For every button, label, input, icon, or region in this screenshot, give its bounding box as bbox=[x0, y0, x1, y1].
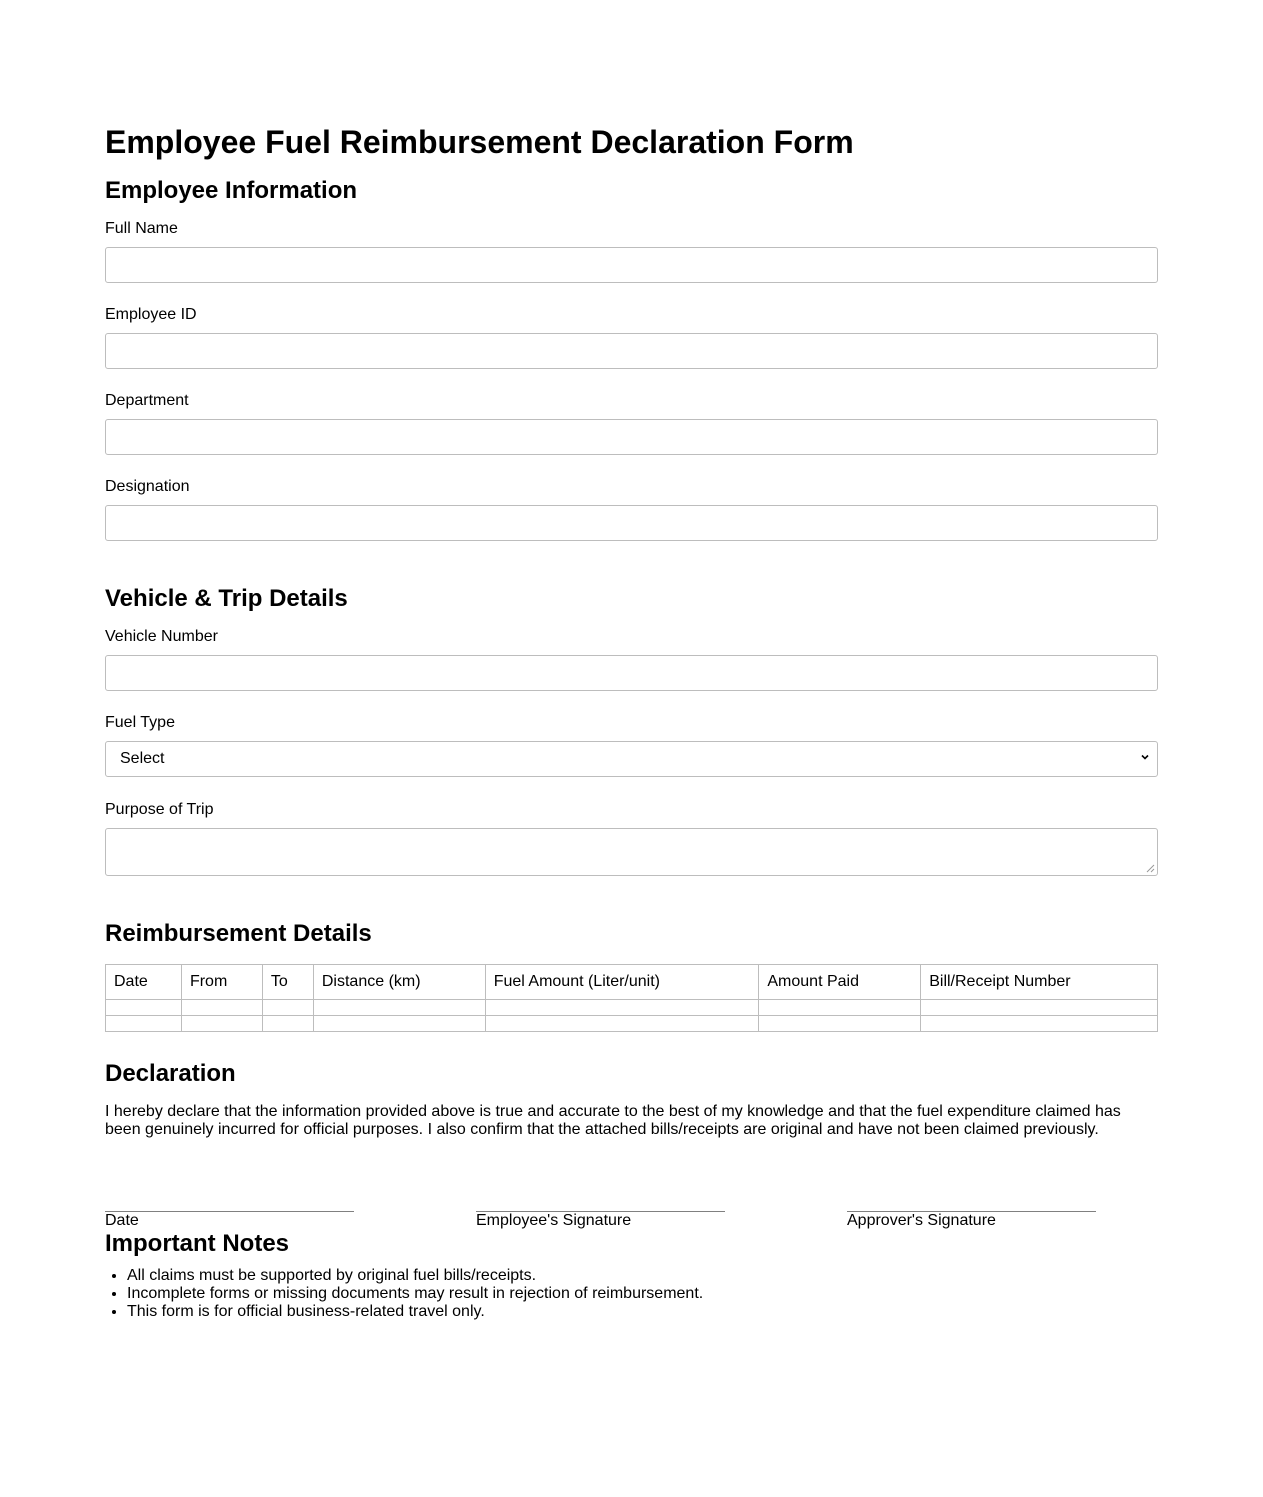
date-signature-label: Date bbox=[105, 1212, 139, 1229]
resize-grip-icon[interactable] bbox=[1146, 864, 1155, 873]
date-signature-block bbox=[105, 1211, 354, 1230]
table-cell[interactable] bbox=[262, 1000, 313, 1016]
purpose-label: Purpose of Trip bbox=[105, 801, 214, 818]
fuel-type-selected-value: Select bbox=[120, 750, 165, 767]
declaration-section bbox=[105, 1059, 1158, 1139]
table-header-row bbox=[106, 965, 1158, 1000]
employee-signature-block bbox=[476, 1211, 725, 1230]
column-header-amount-paid: Amount Paid bbox=[759, 965, 921, 1000]
table-cell[interactable] bbox=[485, 1000, 759, 1016]
designation-label: Designation bbox=[105, 478, 190, 495]
column-header-to: To bbox=[262, 965, 313, 1000]
notes-list bbox=[105, 1267, 1158, 1320]
chevron-down-icon bbox=[1141, 753, 1149, 761]
department-input[interactable] bbox=[105, 419, 1158, 455]
section-heading-notes: Important Notes bbox=[105, 1230, 290, 1257]
employee-id-label: Employee ID bbox=[105, 306, 197, 323]
approver-signature-label: Approver's Signature bbox=[847, 1212, 996, 1229]
employee-info-section bbox=[105, 176, 1158, 541]
form-page bbox=[105, 120, 1158, 1320]
column-header-fuel-amount: Fuel Amount (Liter/unit) bbox=[485, 965, 759, 1000]
vehicle-number-input[interactable] bbox=[105, 655, 1158, 691]
list-item: • All claims must be supported by original fuel bills/receipts. bbox=[127, 1267, 1158, 1285]
employee-id-input[interactable] bbox=[105, 333, 1158, 369]
table-cell[interactable] bbox=[181, 1016, 262, 1032]
table-cell[interactable] bbox=[485, 1016, 759, 1032]
department-label: Department bbox=[105, 392, 189, 409]
reimbursement-table bbox=[105, 964, 1158, 1032]
table-cell[interactable] bbox=[262, 1016, 313, 1032]
approver-signature-block bbox=[847, 1211, 1096, 1230]
signature-row bbox=[105, 1211, 1158, 1245]
section-heading-vehicle: Vehicle & Trip Details bbox=[105, 585, 348, 612]
declaration-text: I hereby declare that the information provided above is true and accurate to the best of my knowledge and that the fuel expenditure claimed has been genuinely incurred for official purposes. I also confirm that the attached bills/receipts are original and have not been claimed previously. bbox=[105, 1103, 1121, 1138]
designation-input[interactable] bbox=[105, 505, 1158, 541]
section-heading-reimbursement: Reimbursement Details bbox=[105, 920, 372, 947]
column-header-from: From bbox=[181, 965, 262, 1000]
list-item: • This form is for official business-related travel only. bbox=[127, 1303, 1158, 1320]
table-row bbox=[106, 1016, 1158, 1032]
purpose-textarea[interactable] bbox=[105, 828, 1158, 876]
fuel-type-label: Fuel Type bbox=[105, 714, 175, 731]
table-cell[interactable] bbox=[106, 1000, 182, 1016]
table-row bbox=[106, 1000, 1158, 1016]
reimbursement-section bbox=[105, 919, 1158, 1032]
table-cell[interactable] bbox=[181, 1000, 262, 1016]
vehicle-number-label: Vehicle Number bbox=[105, 628, 218, 645]
full-name-input[interactable] bbox=[105, 247, 1158, 283]
notes-clip-area bbox=[105, 1267, 1158, 1320]
column-header-bill-number: Bill/Receipt Number bbox=[921, 965, 1158, 1000]
employee-signature-label: Employee's Signature bbox=[476, 1212, 632, 1229]
table-cell[interactable] bbox=[759, 1016, 921, 1032]
page-title: Employee Fuel Reimbursement Declaration Form bbox=[105, 124, 854, 160]
table-cell[interactable] bbox=[106, 1016, 182, 1032]
section-heading-declaration: Declaration bbox=[105, 1060, 236, 1087]
column-header-distance: Distance (km) bbox=[313, 965, 485, 1000]
column-header-date: Date bbox=[106, 965, 182, 1000]
section-heading-employee-info: Employee Information bbox=[105, 177, 358, 204]
table-cell[interactable] bbox=[921, 1000, 1158, 1016]
vehicle-section bbox=[105, 584, 1158, 876]
table-cell[interactable] bbox=[313, 1000, 485, 1016]
table-cell[interactable] bbox=[313, 1016, 485, 1032]
table-cell[interactable] bbox=[921, 1016, 1158, 1032]
full-name-label: Full Name bbox=[105, 220, 178, 237]
list-item: • Incomplete forms or missing documents may result in rejection of reimbursement. bbox=[127, 1285, 1158, 1303]
table-cell[interactable] bbox=[759, 1000, 921, 1016]
fuel-type-select[interactable] bbox=[105, 741, 1158, 777]
